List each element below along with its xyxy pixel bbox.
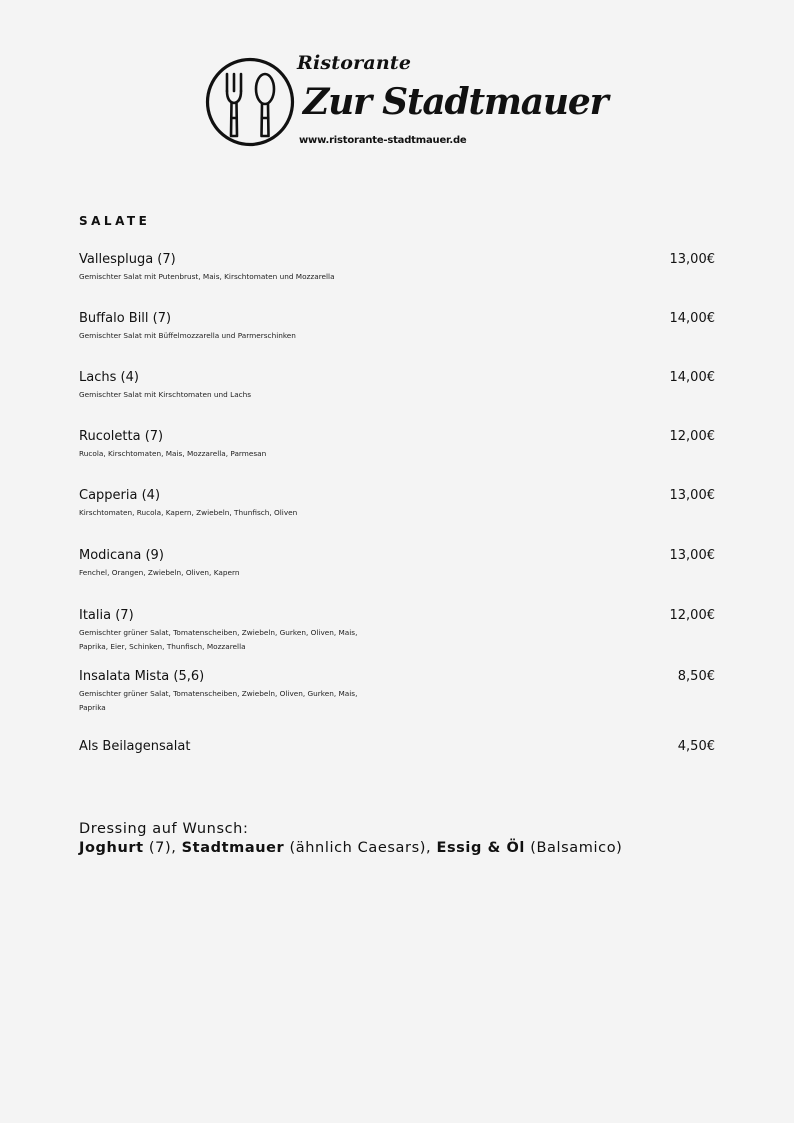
dressing-note: [79, 820, 622, 858]
item-name: Italia (7): [79, 608, 134, 623]
item-description: Rucola, Kirschtomaten, Mais, Mozzarella, Parmesan: [79, 449, 267, 458]
item-price: 8,50€: [677, 669, 715, 684]
menu-item: [79, 487, 715, 520]
dressing-option-stadtmauer-note: (ähnlich Caesars),: [284, 840, 437, 856]
dressing-heading: Dressing auf Wunsch:: [79, 821, 249, 837]
item-price: 14,00€: [669, 311, 715, 326]
item-name: Rucoletta (7): [79, 429, 164, 444]
logo-url: www.ristorante-stadtmauer.de: [299, 135, 467, 146]
item-description: Gemischter Salat mit Putenbrust, Mais, Kirschtomaten und Mozzarella: [79, 272, 335, 281]
dressing-option-joghurt: Joghurt: [79, 840, 144, 856]
item-description: Kirschtomaten, Rucola, Kapern, Zwiebeln, Thunfisch, Oliven: [79, 508, 298, 517]
restaurant-logo: [205, 52, 608, 152]
item-name: Vallespluga (7): [79, 252, 176, 267]
menu-item: [79, 310, 715, 343]
menu-item: [79, 251, 715, 284]
menu-item: [79, 547, 715, 580]
item-price: 12,00€: [669, 429, 715, 444]
item-name: Modicana (9): [79, 548, 164, 563]
menu-item: [79, 668, 715, 715]
menu-item: [79, 738, 715, 756]
item-price: 13,00€: [669, 252, 715, 267]
logo-top-text: Ristorante: [297, 52, 412, 74]
item-name: Lachs (4): [79, 370, 139, 385]
dressing-option-stadtmauer: Stadtmauer: [181, 840, 285, 856]
menu-item: [79, 428, 715, 461]
fork-spoon-circle-icon: [205, 57, 295, 147]
menu-item: [79, 607, 715, 654]
logo-main-text: Zur Stadtmauer: [303, 81, 608, 123]
item-price: 14,00€: [669, 370, 715, 385]
item-name: Buffalo Bill (7): [79, 311, 172, 326]
item-description: Gemischter grüner Salat, Tomatenscheiben, Zwiebeln, Oliven, Gurken, Mais, Paprika: [79, 689, 358, 712]
item-price: 12,00€: [669, 608, 715, 623]
item-description: Fenchel, Orangen, Zwiebeln, Oliven, Kapern: [79, 568, 240, 577]
item-name: Als Beilagensalat: [79, 739, 191, 754]
dressing-options: [79, 839, 622, 858]
item-description: Gemischter Salat mit Kirschtomaten und Lachs: [79, 390, 252, 399]
section-title: SALATE: [79, 214, 151, 228]
item-price: 4,50€: [677, 739, 715, 754]
dressing-option-joghurt-note: (7),: [143, 840, 182, 856]
dressing-option-essig-oel: Essig & Öl: [436, 840, 525, 856]
item-name: Capperia (4): [79, 488, 161, 503]
dressing-option-essig-oel-note: (Balsamico): [525, 840, 623, 856]
menu-item: [79, 369, 715, 402]
item-price: 13,00€: [669, 488, 715, 503]
item-name: Insalata Mista (5,6): [79, 669, 205, 684]
item-price: 13,00€: [669, 548, 715, 563]
item-description: Gemischter Salat mit Büffelmozzarella und Parmerschinken: [79, 331, 296, 340]
item-description: Gemischter grüner Salat, Tomatenscheiben, Zwiebeln, Gurken, Oliven, Mais, Paprika, Eier, Schinken, Thunfisch, Mozzarella: [79, 628, 358, 651]
